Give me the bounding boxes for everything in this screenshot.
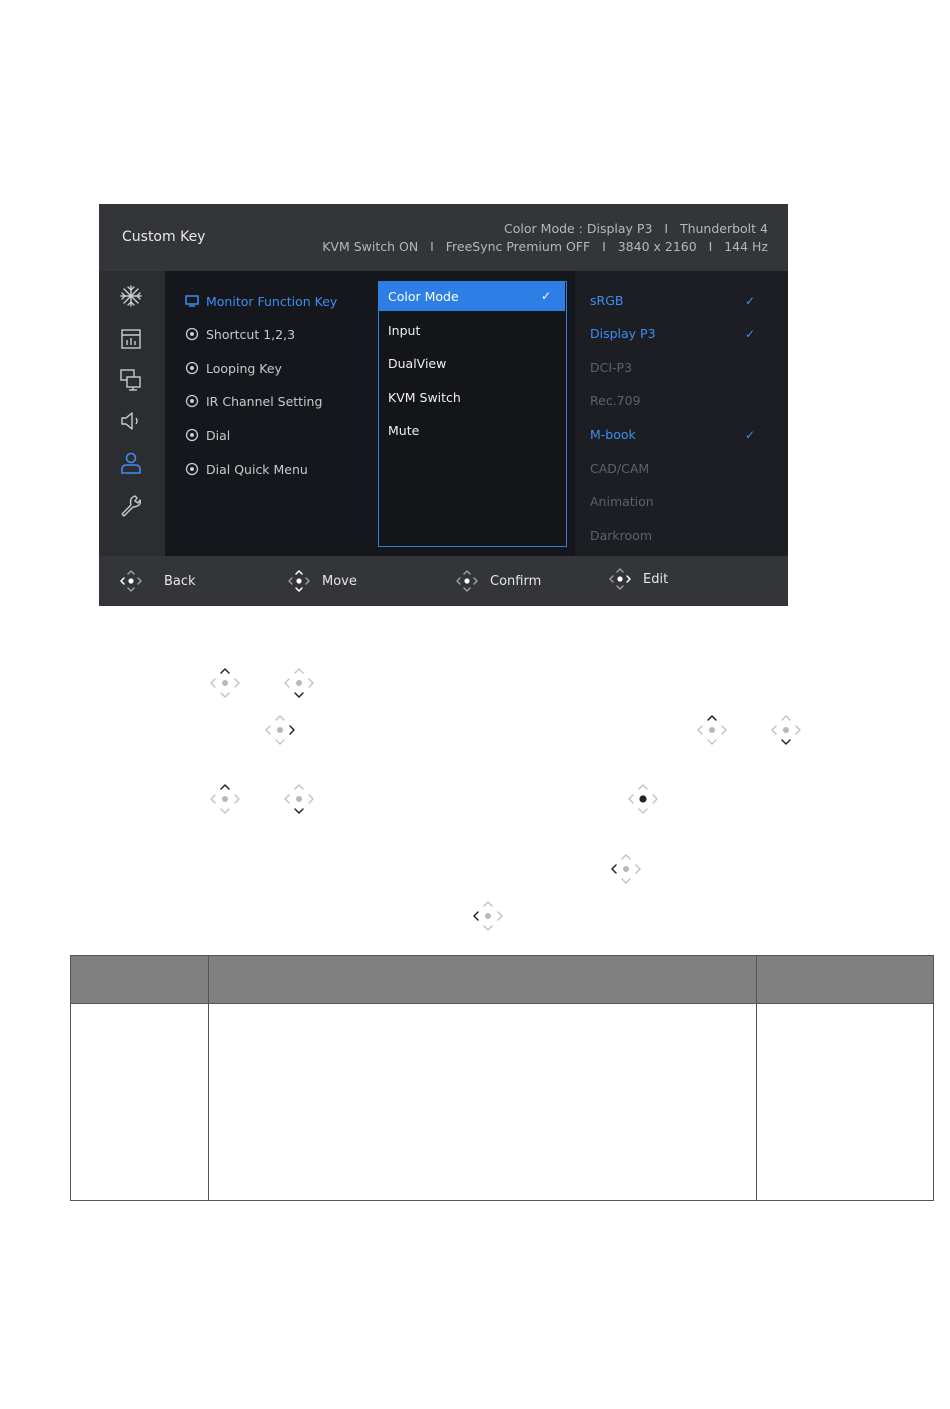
menu-item-ir-channel-setting[interactable] [185, 391, 322, 411]
table-header-cell [209, 956, 757, 1004]
joystick-up-down-icon [286, 568, 312, 594]
footer-confirm-label: Confirm [490, 573, 542, 589]
joystick-up-icon [695, 713, 729, 747]
monitor-icon [185, 295, 199, 307]
check-icon: ✓ [744, 428, 755, 442]
footer-back-label: Back [164, 573, 196, 589]
menu-item-label: Animation [590, 494, 654, 509]
document-table [70, 955, 934, 1201]
menu-item-label: M-book [590, 427, 636, 442]
check-icon: ✓ [744, 294, 755, 308]
joystick-right-icon [263, 713, 297, 747]
table-header-cell [71, 956, 209, 1004]
radio-icon [185, 428, 199, 442]
osd-status-line-1: Color Mode : Display P3 I Thunderbolt 4 [504, 221, 768, 236]
menu-item-label: Rec.709 [590, 393, 641, 408]
menu-item-label: Color Mode [388, 289, 459, 304]
menu-item-shortcut[interactable] [185, 324, 295, 344]
osd-header [99, 204, 788, 271]
joystick-left-icon [471, 899, 505, 933]
joystick-down-icon [282, 666, 316, 700]
menu-level-1 [165, 271, 372, 556]
menu-item-label: Darkroom [590, 528, 652, 543]
joystick-up-icon [208, 782, 242, 816]
footer-edit-label: Edit [643, 571, 669, 587]
radio-icon [185, 394, 199, 408]
table-cell [209, 1004, 757, 1201]
check-icon: ✓ [540, 289, 551, 303]
menu-item-label: Display P3 [590, 326, 656, 341]
osd-sidebar [99, 271, 165, 556]
footer-back[interactable] [118, 570, 196, 592]
menu-item-label: KVM Switch [388, 390, 461, 405]
joystick-press-icon [626, 782, 660, 816]
menu-item-label: DCI-P3 [590, 360, 633, 375]
picture-icon[interactable] [118, 326, 144, 352]
osd-footer [99, 556, 788, 606]
speaker-icon[interactable] [118, 408, 144, 434]
osd-screenshot [99, 204, 788, 606]
menu-item-animation[interactable] [590, 492, 775, 512]
joystick-press-icon [454, 568, 480, 594]
footer-edit[interactable] [607, 568, 668, 590]
menu-item-label: Dial [206, 427, 231, 443]
joystick-left-icon [609, 852, 643, 886]
table-header-row [71, 956, 934, 1004]
osd-title: Custom Key [122, 229, 206, 245]
menu-item-dial[interactable] [185, 425, 230, 445]
menu-item-cad-cam[interactable] [590, 459, 775, 479]
menu-item-label: sRGB [590, 293, 624, 308]
check-icon: ✓ [744, 327, 755, 341]
menu-item-label: Shortcut 1,2,3 [206, 326, 296, 342]
menu-level-3 [575, 271, 788, 556]
menu-item-label: CAD/CAM [590, 461, 650, 476]
menu-item-dial-quick-menu[interactable] [185, 459, 308, 479]
table-cell [71, 1004, 209, 1201]
menu-item-display-p3[interactable] [590, 324, 775, 344]
menu-item-input[interactable] [379, 316, 565, 345]
footer-move-label: Move [322, 573, 357, 589]
menu-item-label: Mute [388, 423, 420, 438]
menu-item-rec709[interactable] [590, 391, 775, 411]
joystick-up-icon [208, 666, 242, 700]
menu-item-monitor-function-key[interactable] [185, 291, 337, 311]
menu-item-srgb[interactable] [590, 291, 775, 311]
menu-item-m-book[interactable] [590, 425, 775, 445]
footer-move[interactable] [286, 570, 357, 592]
display-icon[interactable] [118, 367, 144, 393]
radio-icon [185, 361, 199, 375]
menu-item-label: Looping Key [206, 360, 282, 376]
table-header-cell [757, 956, 934, 1004]
osd-status-line-2: KVM Switch ON I FreeSync Premium OFF I 3840 x 2160 I 144 Hz [322, 239, 768, 254]
joystick-down-icon [282, 782, 316, 816]
menu-item-looping-key[interactable] [185, 358, 282, 378]
radio-icon [185, 327, 199, 341]
radio-icon [185, 462, 199, 476]
menu-item-label: Monitor Function Key [206, 293, 338, 309]
menu-item-label: Dial Quick Menu [206, 461, 308, 477]
table-row [71, 1004, 934, 1201]
footer-confirm[interactable] [454, 570, 541, 592]
joystick-down-icon [769, 713, 803, 747]
menu-item-label: IR Channel Setting [206, 393, 323, 409]
user-icon[interactable] [118, 450, 144, 476]
menu-item-darkroom[interactable] [590, 526, 775, 546]
menu-level-2 [378, 281, 567, 547]
menu-item-mute[interactable] [379, 416, 565, 445]
menu-item-dualview[interactable] [379, 349, 565, 378]
menu-item-color-mode[interactable] [379, 282, 565, 311]
wrench-icon[interactable] [118, 492, 144, 518]
menu-item-kvm-switch[interactable] [379, 383, 565, 412]
joystick-left-icon [118, 568, 144, 594]
table-cell [757, 1004, 934, 1201]
menu-item-label: DualView [388, 356, 447, 371]
sparkle-icon[interactable] [118, 283, 144, 309]
menu-item-dci-p3[interactable] [590, 358, 775, 378]
menu-item-label: Input [388, 323, 421, 338]
joystick-right-icon [607, 566, 633, 592]
